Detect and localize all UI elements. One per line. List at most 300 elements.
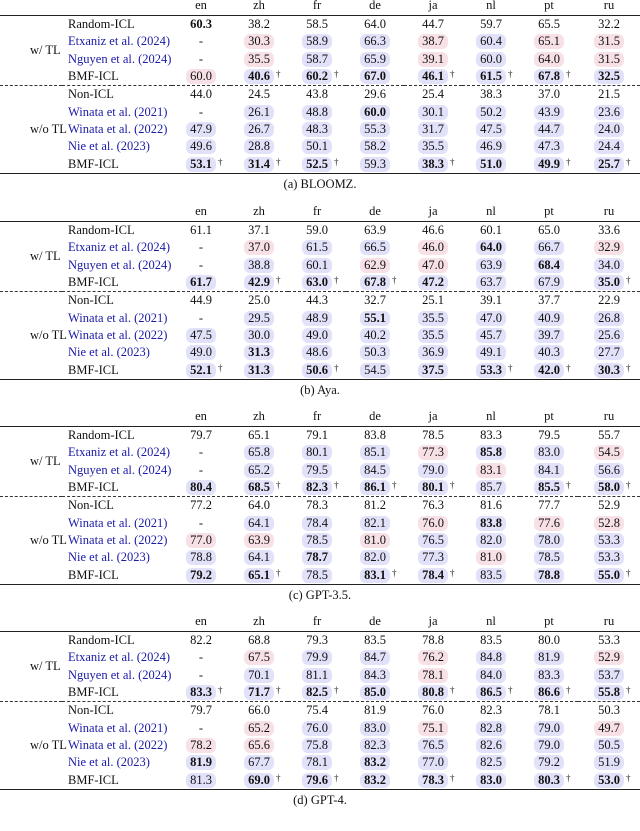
score-wrap bbox=[476, 17, 506, 32]
score-value: 67.8 bbox=[534, 69, 564, 84]
score-wrap bbox=[476, 157, 506, 172]
score-wrap bbox=[360, 498, 390, 513]
significance-dagger: † bbox=[565, 685, 571, 696]
score-cell bbox=[288, 222, 346, 240]
score-cell bbox=[288, 257, 346, 274]
score-cell bbox=[172, 344, 230, 361]
score-wrap bbox=[418, 156, 455, 172]
score-value: 81.9 bbox=[364, 703, 386, 718]
column-header-ru: ru bbox=[603, 614, 615, 628]
score-wrap bbox=[534, 480, 571, 495]
score-wrap bbox=[476, 275, 506, 290]
score-wrap bbox=[244, 755, 274, 770]
score-value: 76.2 bbox=[418, 650, 448, 665]
score-wrap bbox=[476, 311, 506, 326]
score-cell bbox=[346, 33, 404, 50]
score-cell bbox=[462, 257, 520, 274]
score-value: 59.0 bbox=[306, 223, 328, 238]
score-wrap bbox=[418, 685, 455, 700]
significance-dagger: † bbox=[217, 156, 223, 167]
score-cell bbox=[520, 479, 578, 497]
score-cell bbox=[520, 239, 578, 256]
score-value: 60.4 bbox=[476, 34, 506, 49]
score-value: 38.8 bbox=[244, 258, 274, 273]
score-wrap bbox=[534, 498, 564, 513]
score-wrap bbox=[534, 34, 564, 49]
score-cell bbox=[172, 51, 230, 68]
score-value: 53.3 bbox=[594, 550, 624, 565]
score-value: 38.2 bbox=[248, 17, 270, 32]
score-wrap bbox=[534, 721, 564, 736]
score-wrap bbox=[302, 721, 332, 736]
method-name: BMF-ICL bbox=[68, 685, 119, 700]
score-value: 48.8 bbox=[302, 105, 332, 120]
score-cell bbox=[404, 239, 462, 256]
table-row bbox=[0, 239, 640, 256]
significance-dagger: † bbox=[625, 685, 631, 696]
score-cell bbox=[288, 427, 346, 445]
column-header-zh: zh bbox=[253, 409, 265, 423]
score-cell bbox=[578, 33, 640, 50]
score-cell bbox=[404, 566, 462, 584]
score-value: 43.8 bbox=[306, 87, 328, 102]
score-wrap bbox=[302, 156, 339, 172]
score-wrap bbox=[418, 328, 448, 343]
score-value: 79.6 bbox=[302, 773, 332, 788]
score-cell bbox=[230, 497, 288, 515]
score-cell bbox=[462, 462, 520, 479]
score-wrap bbox=[244, 567, 281, 583]
score-value: 81.9 bbox=[186, 755, 216, 770]
score-wrap bbox=[302, 480, 339, 495]
score-wrap bbox=[534, 258, 564, 273]
score-value: 82.3 bbox=[360, 738, 390, 753]
method-name: Etxaniz et al. (2024) bbox=[68, 445, 171, 460]
score-wrap bbox=[195, 34, 207, 49]
score-value: 71.7 bbox=[244, 685, 274, 700]
score-cell bbox=[172, 667, 230, 684]
score-wrap bbox=[534, 738, 564, 753]
score-cell bbox=[230, 344, 288, 361]
table-row bbox=[0, 121, 640, 138]
score-cell bbox=[288, 138, 346, 155]
score-value: 58.2 bbox=[360, 139, 390, 154]
table-row bbox=[0, 444, 640, 461]
score-cell bbox=[520, 649, 578, 666]
score-wrap bbox=[302, 703, 332, 718]
score-value: 85.5 bbox=[534, 480, 564, 495]
table-caption: (c) GPT-3.5. bbox=[288, 587, 352, 602]
score-cell bbox=[404, 771, 462, 789]
table-caption: (b) Aya. bbox=[300, 382, 340, 397]
score-value: 85.8 bbox=[476, 445, 506, 460]
score-value: 78.5 bbox=[302, 533, 332, 548]
score-wrap bbox=[302, 550, 332, 565]
score-value: 65.0 bbox=[538, 223, 560, 238]
score-value: 80.4 bbox=[186, 480, 216, 495]
score-wrap bbox=[418, 567, 455, 583]
score-value: 78.7 bbox=[302, 550, 332, 565]
score-wrap bbox=[476, 668, 506, 683]
score-cell bbox=[346, 479, 404, 497]
score-value: 80.8 bbox=[418, 685, 448, 700]
score-value: 64.1 bbox=[244, 516, 274, 531]
score-cell bbox=[462, 566, 520, 584]
score-wrap bbox=[534, 345, 564, 360]
column-header-ru: ru bbox=[603, 0, 615, 12]
score-wrap bbox=[476, 463, 506, 478]
score-cell bbox=[230, 16, 288, 34]
score-cell bbox=[346, 138, 404, 155]
score-wrap bbox=[418, 755, 448, 770]
score-value: 52.9 bbox=[594, 650, 624, 665]
score-cell bbox=[578, 239, 640, 256]
score-cell bbox=[462, 309, 520, 326]
score-value: 67.9 bbox=[534, 275, 564, 290]
score-value: 79.5 bbox=[538, 428, 560, 443]
column-header-de: de bbox=[369, 204, 381, 218]
score-cell bbox=[288, 68, 346, 86]
score-value: 67.8 bbox=[360, 275, 390, 290]
score-value: 40.2 bbox=[360, 328, 390, 343]
score-value: 44.7 bbox=[534, 122, 564, 137]
score-cell bbox=[404, 649, 462, 666]
score-wrap bbox=[418, 240, 448, 255]
table-row bbox=[0, 327, 640, 344]
column-header-nl: nl bbox=[486, 409, 496, 423]
score-value: 58.5 bbox=[306, 17, 328, 32]
score-value: 78.8 bbox=[186, 550, 216, 565]
score-value: 58.7 bbox=[302, 52, 332, 67]
significance-dagger: † bbox=[217, 362, 223, 373]
score-wrap bbox=[534, 550, 564, 565]
score-cell bbox=[578, 327, 640, 344]
score-wrap bbox=[476, 480, 506, 495]
score-cell bbox=[346, 497, 404, 515]
score-cell bbox=[288, 667, 346, 684]
score-value: 60.1 bbox=[302, 258, 332, 273]
column-header-en: en bbox=[195, 409, 207, 423]
score-wrap bbox=[594, 34, 624, 49]
score-wrap bbox=[534, 328, 564, 343]
score-cell bbox=[172, 292, 230, 310]
score-wrap bbox=[418, 703, 448, 718]
score-cell bbox=[230, 222, 288, 240]
score-value: 59.3 bbox=[360, 157, 390, 172]
score-wrap bbox=[476, 69, 513, 84]
score-cell bbox=[578, 632, 640, 650]
significance-dagger: † bbox=[565, 69, 571, 80]
score-value: 69.0 bbox=[244, 773, 274, 788]
score-value: - bbox=[198, 462, 204, 477]
score-value: 64.1 bbox=[244, 550, 274, 565]
table-row bbox=[0, 479, 640, 497]
score-cell bbox=[346, 702, 404, 720]
header-blank bbox=[0, 405, 62, 427]
column-header-pt: pt bbox=[544, 614, 554, 628]
score-value: 52.1 bbox=[186, 363, 216, 378]
score-cell bbox=[346, 771, 404, 789]
score-value: 80.1 bbox=[418, 480, 448, 495]
score-wrap bbox=[186, 328, 216, 343]
score-wrap bbox=[195, 721, 207, 736]
score-cell bbox=[462, 138, 520, 155]
score-value: 24.4 bbox=[594, 139, 624, 154]
score-value: 83.2 bbox=[360, 755, 390, 770]
score-value: 37.7 bbox=[538, 293, 560, 308]
score-cell bbox=[288, 274, 346, 292]
score-value: 60.0 bbox=[186, 69, 216, 84]
score-value: 81.0 bbox=[476, 550, 506, 565]
table-row bbox=[0, 737, 640, 754]
score-cell bbox=[578, 497, 640, 515]
score-value: 44.0 bbox=[190, 87, 212, 102]
score-cell bbox=[520, 462, 578, 479]
score-wrap bbox=[360, 428, 390, 443]
score-value: 85.1 bbox=[360, 445, 390, 460]
score-cell bbox=[230, 103, 288, 120]
score-wrap bbox=[594, 17, 624, 32]
significance-dagger: † bbox=[565, 772, 571, 783]
column-header-pt: pt bbox=[544, 409, 554, 423]
score-cell bbox=[172, 649, 230, 666]
score-value: 83.3 bbox=[186, 685, 216, 700]
score-value: 49.9 bbox=[534, 157, 564, 172]
score-cell bbox=[288, 155, 346, 173]
column-header-de: de bbox=[369, 614, 381, 628]
score-value: 49.0 bbox=[302, 328, 332, 343]
score-wrap bbox=[244, 122, 274, 137]
score-wrap bbox=[244, 345, 274, 360]
significance-dagger: † bbox=[275, 275, 281, 286]
score-value: 24.5 bbox=[248, 87, 270, 102]
table-row bbox=[0, 514, 640, 531]
score-value: 83.2 bbox=[360, 773, 390, 788]
score-value: 26.7 bbox=[244, 122, 274, 137]
significance-dagger: † bbox=[391, 480, 397, 491]
score-value: 44.9 bbox=[190, 293, 212, 308]
score-value: 30.3 bbox=[244, 34, 274, 49]
score-value: 39.1 bbox=[480, 293, 502, 308]
score-wrap bbox=[244, 685, 281, 700]
score-wrap bbox=[186, 275, 216, 290]
score-wrap bbox=[244, 105, 274, 120]
score-cell bbox=[520, 68, 578, 86]
score-value: 60.0 bbox=[476, 52, 506, 67]
score-value: 29.5 bbox=[244, 311, 274, 326]
score-wrap bbox=[418, 223, 448, 238]
score-value: 79.7 bbox=[190, 703, 212, 718]
score-wrap bbox=[302, 293, 332, 308]
score-wrap bbox=[418, 258, 448, 273]
method-name: Non-ICL bbox=[62, 292, 172, 310]
score-cell bbox=[230, 327, 288, 344]
table-row bbox=[0, 51, 640, 68]
score-value: 42.9 bbox=[244, 275, 274, 290]
score-wrap bbox=[195, 311, 207, 326]
column-header-zh: zh bbox=[253, 204, 265, 218]
score-cell bbox=[520, 274, 578, 292]
score-wrap bbox=[476, 293, 506, 308]
significance-dagger: † bbox=[507, 685, 513, 696]
score-value: 65.5 bbox=[538, 17, 560, 32]
score-value: 78.4 bbox=[302, 516, 332, 531]
method-name: BMF-ICL bbox=[68, 480, 119, 495]
score-cell bbox=[520, 292, 578, 310]
score-wrap bbox=[418, 533, 448, 548]
score-wrap bbox=[476, 240, 506, 255]
score-cell bbox=[346, 427, 404, 445]
table-row bbox=[0, 771, 640, 789]
score-value: 32.7 bbox=[364, 293, 386, 308]
column-header-fr: fr bbox=[312, 0, 322, 12]
score-cell bbox=[404, 532, 462, 549]
table-row bbox=[0, 274, 640, 292]
score-value: 55.3 bbox=[360, 122, 390, 137]
score-value: 24.0 bbox=[594, 122, 624, 137]
score-value: 60.0 bbox=[360, 105, 390, 120]
score-value: 55.1 bbox=[360, 311, 390, 326]
score-wrap bbox=[594, 721, 624, 736]
score-wrap bbox=[476, 328, 506, 343]
score-value: 34.0 bbox=[594, 258, 624, 273]
table-row bbox=[0, 566, 640, 584]
table-block bbox=[0, 610, 640, 815]
score-wrap bbox=[302, 650, 332, 665]
table-row bbox=[0, 667, 640, 684]
score-wrap bbox=[594, 52, 624, 67]
method-name: Nie et al. (2023) bbox=[68, 139, 150, 154]
score-cell bbox=[578, 754, 640, 771]
significance-dagger: † bbox=[333, 69, 339, 80]
score-value: 60.1 bbox=[480, 223, 502, 238]
score-value: 68.8 bbox=[248, 633, 270, 648]
score-value: 38.3 bbox=[480, 87, 502, 102]
score-cell bbox=[230, 771, 288, 789]
score-cell bbox=[520, 16, 578, 34]
score-value: 43.9 bbox=[534, 105, 564, 120]
method-name: Nguyen et al. (2024) bbox=[68, 667, 172, 682]
method-name: BMF-ICL bbox=[68, 567, 119, 582]
score-wrap bbox=[195, 105, 207, 120]
score-wrap bbox=[360, 721, 390, 736]
score-value: 83.5 bbox=[480, 633, 502, 648]
score-value: 25.4 bbox=[422, 87, 444, 102]
score-cell bbox=[346, 222, 404, 240]
score-value: 51.9 bbox=[594, 755, 624, 770]
score-value: 56.6 bbox=[594, 463, 624, 478]
score-value: 58.0 bbox=[594, 480, 624, 495]
score-cell bbox=[288, 103, 346, 120]
score-cell bbox=[404, 16, 462, 34]
score-value: 44.3 bbox=[306, 293, 328, 308]
method-name: Random-ICL bbox=[68, 17, 135, 32]
score-value: 40.9 bbox=[534, 311, 564, 326]
score-wrap bbox=[594, 122, 624, 137]
score-value: 50.1 bbox=[302, 139, 332, 154]
score-value: 25.7 bbox=[594, 157, 624, 172]
score-wrap bbox=[594, 275, 631, 290]
score-cell bbox=[462, 684, 520, 702]
score-cell bbox=[288, 632, 346, 650]
score-cell bbox=[462, 667, 520, 684]
score-cell bbox=[462, 16, 520, 34]
score-cell bbox=[288, 327, 346, 344]
score-wrap bbox=[360, 293, 390, 308]
score-cell bbox=[346, 532, 404, 549]
score-wrap bbox=[186, 773, 216, 788]
score-wrap bbox=[302, 738, 332, 753]
score-cell bbox=[346, 754, 404, 771]
score-wrap bbox=[302, 533, 332, 548]
score-cell bbox=[462, 155, 520, 173]
score-cell bbox=[520, 222, 578, 240]
score-value: 64.0 bbox=[476, 240, 506, 255]
score-wrap bbox=[476, 633, 506, 648]
score-wrap bbox=[594, 650, 624, 665]
score-value: 65.1 bbox=[534, 34, 564, 49]
score-wrap bbox=[360, 328, 390, 343]
score-cell bbox=[520, 51, 578, 68]
score-wrap bbox=[594, 755, 624, 770]
score-wrap bbox=[534, 685, 571, 700]
score-cell bbox=[462, 274, 520, 292]
score-cell bbox=[288, 444, 346, 461]
score-value: 79.3 bbox=[306, 633, 328, 648]
score-cell bbox=[462, 444, 520, 461]
score-wrap bbox=[594, 311, 624, 326]
score-wrap bbox=[302, 52, 332, 67]
column-header-ru: ru bbox=[603, 204, 615, 218]
score-value: 65.1 bbox=[244, 568, 274, 583]
score-cell bbox=[346, 566, 404, 584]
score-wrap bbox=[244, 293, 274, 308]
score-wrap bbox=[476, 721, 506, 736]
score-wrap bbox=[244, 480, 281, 495]
score-value: 61.5 bbox=[476, 69, 506, 84]
score-cell bbox=[462, 532, 520, 549]
score-value: 21.5 bbox=[598, 87, 620, 102]
score-wrap bbox=[302, 311, 332, 326]
score-value: 53.0 bbox=[594, 773, 624, 788]
score-value: 83.5 bbox=[364, 633, 386, 648]
score-wrap bbox=[534, 362, 571, 378]
score-cell bbox=[230, 239, 288, 256]
score-value: 65.2 bbox=[244, 463, 274, 478]
method-name: Nie et al. (2023) bbox=[68, 345, 150, 360]
score-cell bbox=[346, 309, 404, 326]
score-value: 46.9 bbox=[476, 139, 506, 154]
score-wrap bbox=[244, 463, 274, 478]
score-cell bbox=[288, 771, 346, 789]
score-wrap bbox=[594, 293, 624, 308]
significance-dagger: † bbox=[333, 480, 339, 491]
score-cell bbox=[578, 155, 640, 173]
score-cell bbox=[230, 684, 288, 702]
table-row bbox=[0, 754, 640, 771]
table-row bbox=[0, 649, 640, 666]
score-wrap bbox=[534, 703, 564, 718]
score-cell bbox=[520, 684, 578, 702]
score-wrap bbox=[360, 755, 390, 770]
score-cell bbox=[520, 632, 578, 650]
score-value: 55.8 bbox=[594, 685, 624, 700]
score-cell bbox=[462, 327, 520, 344]
score-value: 82.5 bbox=[476, 755, 506, 770]
score-cell bbox=[520, 667, 578, 684]
score-value: 86.1 bbox=[360, 480, 390, 495]
score-wrap bbox=[360, 533, 390, 548]
